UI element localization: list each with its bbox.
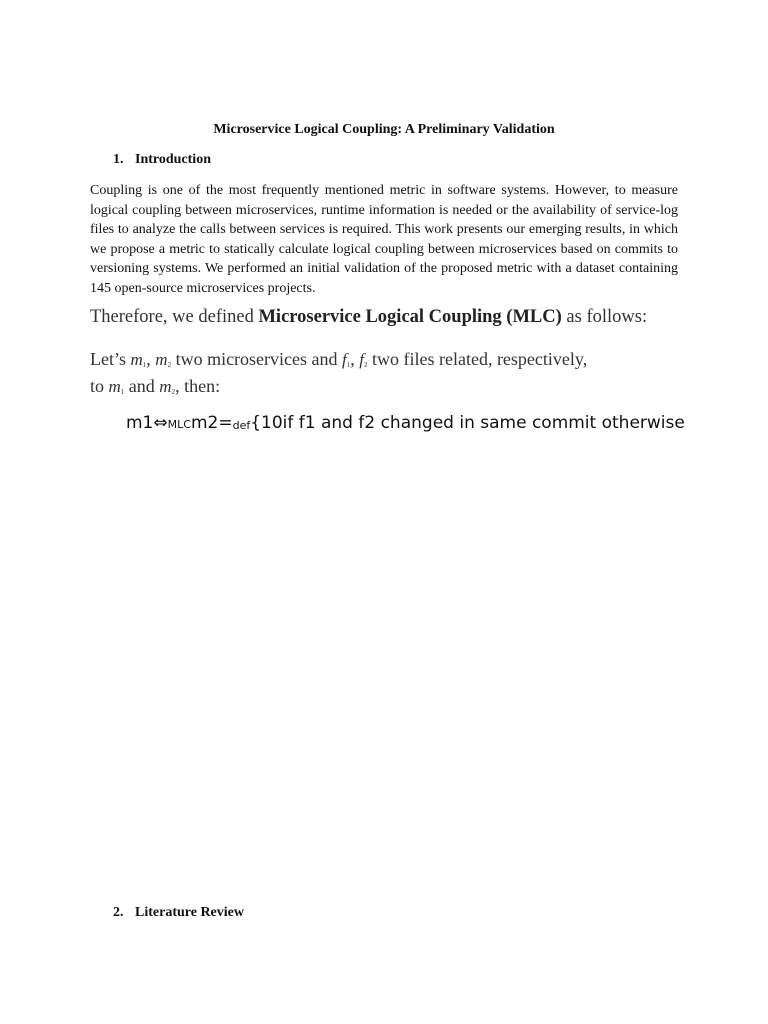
abstract-paragraph: Coupling is one of the most frequently mentioned metric in software systems. However, to measure logical coupling between microservices, runtime information is needed or the availability of service-log files to analyze the calls between services is required. This work presents our emerging results, in which we propose a metric to statically calculate logical coupling between microservices based on commits to versioning systems. We performed an initial validation of the proposed metric with a dataset containing 145 open-source microservices projects.	[90, 183, 678, 296]
var-m: m	[155, 350, 168, 369]
formula-brace: {	[250, 413, 262, 433]
section-number: 2.	[113, 905, 124, 920]
definition-statement	[90, 307, 710, 328]
section-title: Introduction	[135, 152, 211, 167]
subscript-2: 2	[363, 361, 368, 369]
subscript-2: 2	[171, 388, 176, 396]
lets-text: and	[124, 376, 160, 396]
formula-iff: ⇔	[153, 413, 168, 433]
formula-mlc: MLC	[167, 418, 191, 431]
variables-statement	[90, 349, 650, 403]
subscript-1: 1	[346, 361, 351, 369]
lets-text: Let’s	[90, 349, 131, 369]
definition-suffix: as follows:	[561, 307, 648, 327]
var-f: f	[359, 350, 364, 369]
comma: ,	[350, 349, 360, 369]
section-title: Literature Review	[135, 905, 244, 920]
formula-body: 10if f1 and f2 changed in same commit otherwise	[261, 413, 685, 433]
var-m: m	[159, 377, 172, 396]
formula-m1: m1	[126, 413, 154, 433]
subscript-2: 2	[167, 361, 172, 369]
formula-equals: =	[218, 413, 233, 433]
section-number: 1.	[113, 152, 124, 167]
definition-prefix: Therefore, we defined	[90, 307, 259, 327]
comma: ,	[146, 349, 156, 369]
var-m: m	[130, 350, 143, 369]
mlc-formula	[126, 413, 685, 433]
lets-text: two microservices and	[171, 349, 343, 369]
lets-text: to	[90, 376, 109, 396]
lets-text: , then:	[175, 376, 221, 396]
formula-m2: m2	[190, 413, 219, 433]
var-m: m	[108, 377, 121, 396]
subscript-1: 1	[142, 361, 147, 369]
subscript-1: 1	[120, 388, 125, 396]
section-heading-literature-review	[113, 905, 244, 921]
section-heading-introduction	[113, 152, 211, 168]
document-title: Microservice Logical Coupling: A Preliminary Validation	[213, 122, 555, 137]
definition-term: Microservice Logical Coupling (MLC)	[258, 307, 562, 327]
lets-text: two files related, respectively,	[367, 349, 588, 369]
formula-def: def	[232, 419, 251, 432]
var-f: f	[342, 350, 347, 369]
